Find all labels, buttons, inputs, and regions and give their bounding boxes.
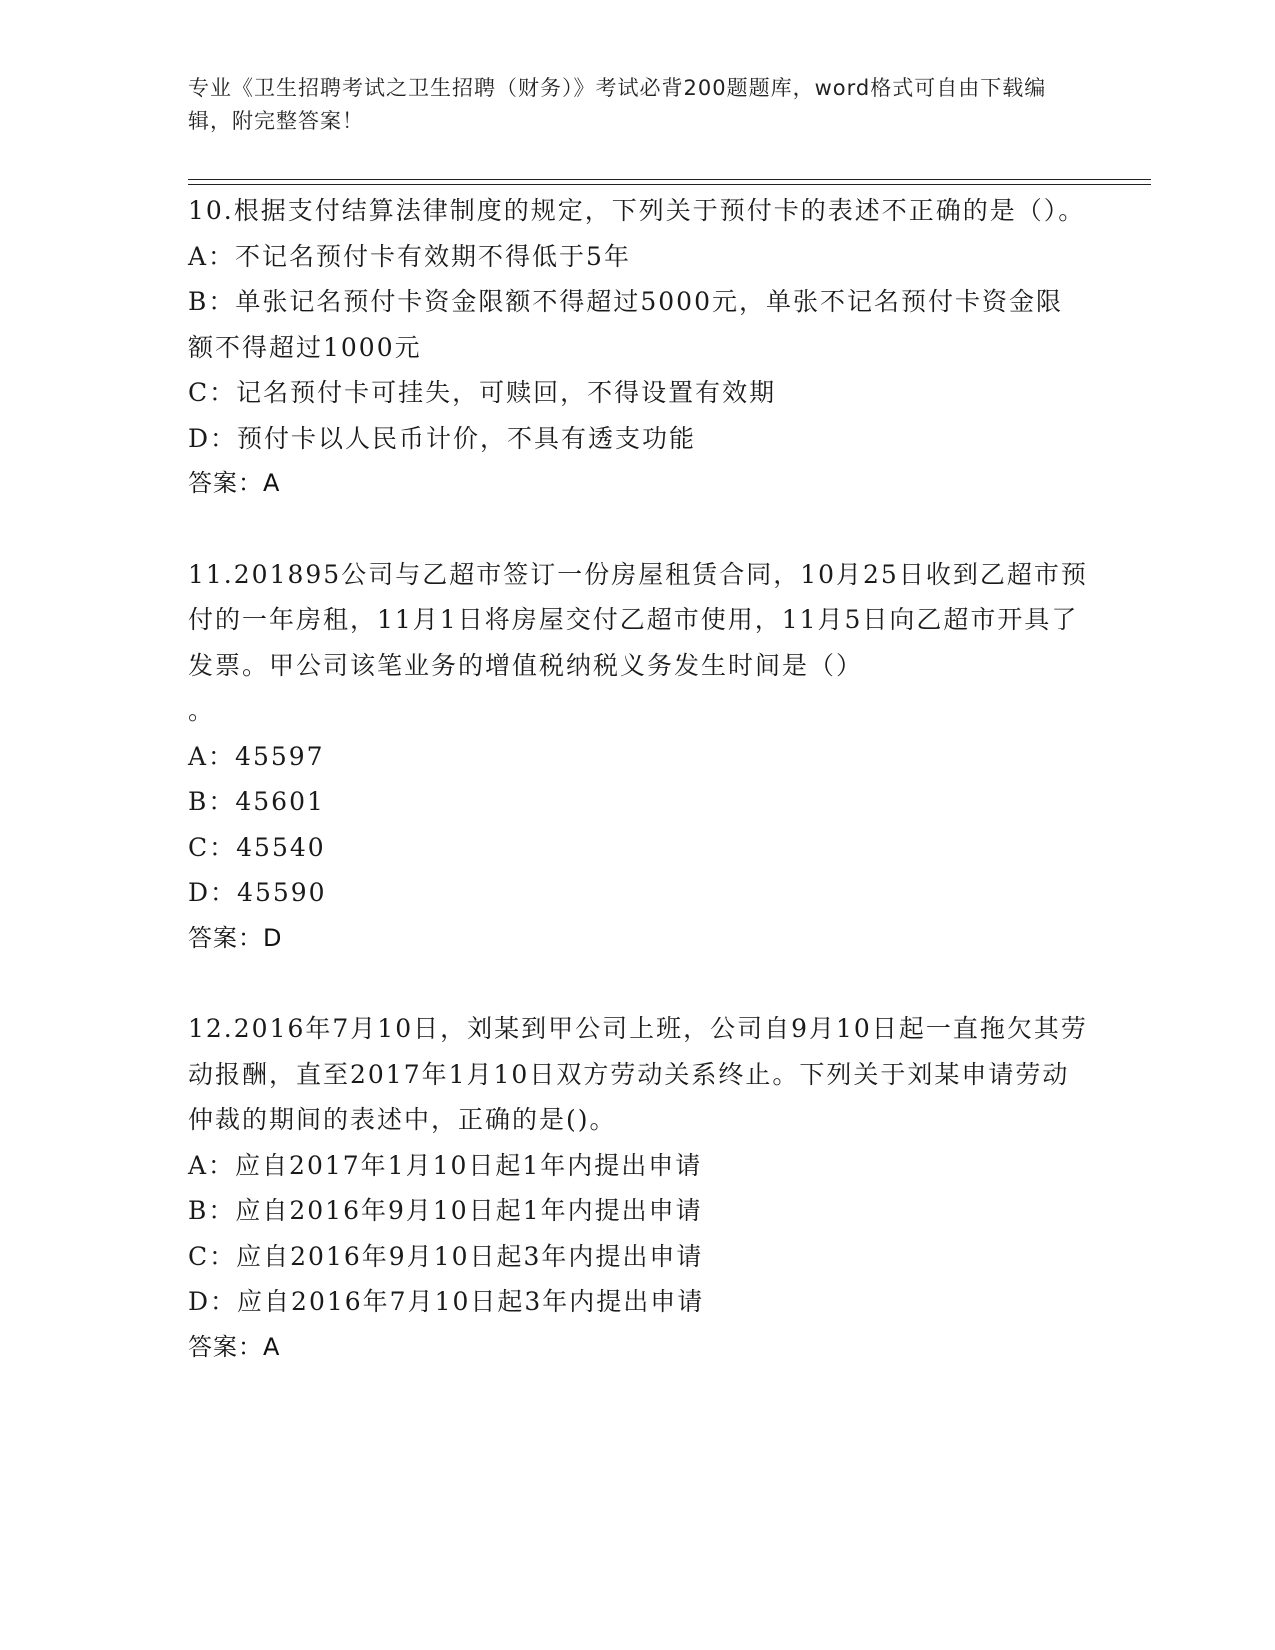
option-d: D：应自2016年7月10日起3年内提出申请 (188, 1287, 705, 1316)
option-c: C：记名预付卡可挂失，可赎回，不得设置有效期 (188, 378, 777, 407)
document-header: 专业《卫生招聘考试之卫生招聘（财务）》考试必背200题题库，word格式可自由下载编辑，附完整答案！ (188, 76, 1047, 133)
option-a: A：45597 (188, 741, 325, 771)
option-b: B：应自2016年9月10日起1年内提出申请 (188, 1196, 703, 1225)
option-b: B：45601 (188, 787, 325, 816)
option-a: A：应自2017年1月10日起1年内提出申请 (188, 1150, 703, 1180)
header-rule-bottom (188, 184, 1151, 185)
question-stem: 12.2016年7月10日，刘某到甲公司上班，公司自9月10日起一直拖欠其劳动报酬，直至2017年1月10日双方劳动关系终止。下列关于刘某申请劳动仲裁的期间的表述中，正确的是()。 (188, 1014, 1088, 1134)
option-a: A：不记名预付卡有效期不得低于5年 (188, 241, 631, 271)
option-d: D：45590 (188, 878, 327, 907)
option-c: C：应自2016年9月10日起3年内提出申请 (188, 1241, 704, 1271)
question-11 (188, 552, 1088, 962)
question-stem: 11.201895公司与乙超市签订一份房屋租赁合同，10月25日收到乙超市预付的一年房租，11月1日将房屋交付乙超市使用，11月5日向乙超市开具了发票。甲公司该笔业务的增值税纳税义务发生时间是（） 。 (188, 559, 1088, 725)
header-rule-top (188, 179, 1151, 180)
answer: 答案：A (188, 1332, 281, 1361)
question-stem: 10.根据支付结算法律制度的规定，下列关于预付卡的表述不正确的是（）。 (188, 196, 1086, 225)
question-10 (188, 188, 1088, 507)
question-12 (188, 1006, 1088, 1370)
answer: 答案：A (188, 469, 281, 497)
option-b: B：单张记名预付卡资金限额不得超过5000元，单张不记名预付卡资金限额不得超过1000元 (188, 287, 1063, 362)
option-d: D：预付卡以人民币计价，不具有透支功能 (188, 423, 697, 453)
question-list (188, 188, 1088, 1370)
answer: 答案：D (188, 923, 283, 952)
option-c: C：45540 (188, 832, 326, 862)
